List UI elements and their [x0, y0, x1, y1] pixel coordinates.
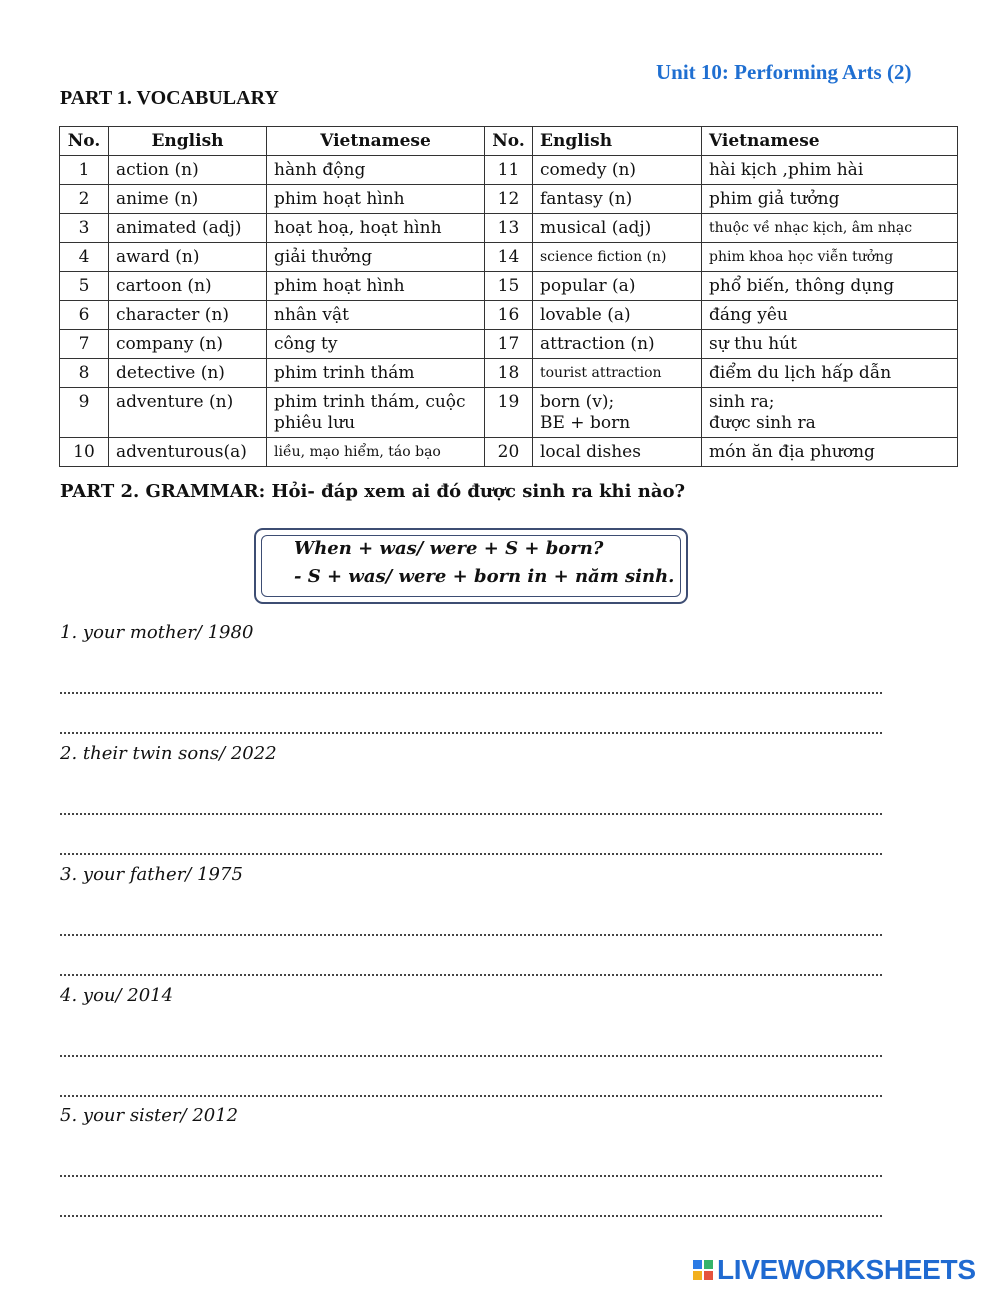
english-word: anime (n) [109, 185, 267, 214]
answer-line[interactable] [60, 1181, 882, 1221]
part1-title: PART 1. VOCABULARY [60, 87, 279, 109]
row-number: 8 [60, 359, 109, 388]
row-number: 10 [60, 438, 109, 467]
exercise-prompt: 3. your father/ 1975 [60, 864, 243, 885]
english-word: science fiction (n) [533, 243, 702, 272]
logo-mark-icon [693, 1260, 713, 1280]
table-row [60, 156, 958, 185]
formula-question: When + was/ were + S + born? [294, 538, 604, 559]
vietnamese-meaning: thuộc về nhạc kịch, âm nhạc [702, 214, 958, 243]
header-english: English [533, 127, 702, 156]
liveworksheets-logo [693, 1255, 976, 1285]
row-number: 3 [60, 214, 109, 243]
english-word: attraction (n) [533, 330, 702, 359]
row-number: 2 [60, 185, 109, 214]
table-header-row [60, 127, 958, 156]
table-row [60, 243, 958, 272]
vietnamese-meaning: phim hoạt hình [267, 185, 485, 214]
vietnamese-meaning: phổ biến, thông dụng [702, 272, 958, 301]
english-word: character (n) [109, 301, 267, 330]
row-number: 11 [485, 156, 533, 185]
vietnamese-meaning: hoạt hoạ, hoạt hình [267, 214, 485, 243]
vietnamese-meaning: đáng yêu [702, 301, 958, 330]
vietnamese-meaning-line: sinh ra; [709, 392, 775, 412]
answer-line[interactable] [60, 900, 882, 940]
header-no: No. [60, 127, 109, 156]
vietnamese-meaning: phim hoạt hình [267, 272, 485, 301]
row-number: 7 [60, 330, 109, 359]
vietnamese-meaning: phim khoa học viễn tưởng [702, 243, 958, 272]
english-word: tourist attraction [533, 359, 702, 388]
grammar-formula-box [254, 528, 688, 604]
table-row [60, 185, 958, 214]
english-word: action (n) [109, 156, 267, 185]
header-english: English [109, 127, 267, 156]
row-number: 17 [485, 330, 533, 359]
row-number: 16 [485, 301, 533, 330]
row-number: 1 [60, 156, 109, 185]
vocabulary-table [59, 126, 958, 467]
answer-line[interactable] [60, 698, 882, 738]
vietnamese-meaning: phim trinh thám [267, 359, 485, 388]
english-word-line: born (v); [540, 392, 615, 412]
english-word: musical (adj) [533, 214, 702, 243]
answer-line[interactable] [60, 940, 882, 980]
row-number: 13 [485, 214, 533, 243]
vietnamese-meaning: phim giả tưởng [702, 185, 958, 214]
table-row [60, 388, 958, 438]
english-word-line: BE + born [540, 413, 631, 433]
table-row [60, 301, 958, 330]
header-vietnamese: Vietnamese [702, 127, 958, 156]
exercise-item [60, 739, 882, 859]
exercise-prompt: 1. your mother/ 1980 [60, 622, 254, 643]
table-row [60, 214, 958, 243]
english-word: popular (a) [533, 272, 702, 301]
exercise-prompt: 5. your sister/ 2012 [60, 1105, 239, 1126]
vietnamese-meaning: liều, mạo hiểm, táo bạo [267, 438, 485, 467]
table-row [60, 272, 958, 301]
part2-title: PART 2. GRAMMAR: Hỏi- đáp xem ai đó được sinh ra khi nào? [60, 481, 686, 502]
english-word: company (n) [109, 330, 267, 359]
row-number: 5 [60, 272, 109, 301]
vietnamese-meaning [702, 388, 958, 438]
english-word: cartoon (n) [109, 272, 267, 301]
english-word [533, 388, 702, 438]
row-number: 12 [485, 185, 533, 214]
answer-line[interactable] [60, 1061, 882, 1101]
row-number: 18 [485, 359, 533, 388]
vietnamese-meaning: giải thưởng [267, 243, 485, 272]
english-word: local dishes [533, 438, 702, 467]
row-number: 4 [60, 243, 109, 272]
table-row [60, 438, 958, 467]
vietnamese-meaning: điểm du lịch hấp dẫn [702, 359, 958, 388]
unit-title: Unit 10: Performing Arts (2) [656, 60, 912, 84]
formula-answer: - S + was/ were + born in + năm sinh. [294, 566, 675, 587]
answer-line[interactable] [60, 1021, 882, 1061]
vietnamese-meaning-line: được sinh ra [709, 413, 816, 433]
answer-line[interactable] [60, 658, 882, 698]
exercise-item [60, 860, 882, 980]
english-word: animated (adj) [109, 214, 267, 243]
vietnamese-meaning: món ăn địa phương [702, 438, 958, 467]
english-word: fantasy (n) [533, 185, 702, 214]
vietnamese-meaning-line: phim trinh thám, cuộc [274, 392, 466, 412]
logo-text: LIVEWORKSHEETS [717, 1254, 976, 1285]
vietnamese-meaning: sự thu hút [702, 330, 958, 359]
english-word: adventure (n) [109, 388, 267, 438]
english-word: detective (n) [109, 359, 267, 388]
exercise-prompt: 4. you/ 2014 [60, 985, 174, 1006]
row-number: 15 [485, 272, 533, 301]
row-number: 9 [60, 388, 109, 438]
answer-line[interactable] [60, 1141, 882, 1181]
answer-line[interactable] [60, 819, 882, 859]
answer-line[interactable] [60, 779, 882, 819]
exercise-item [60, 981, 882, 1101]
english-word: adventurous(a) [109, 438, 267, 467]
english-word: comedy (n) [533, 156, 702, 185]
exercise-prompt: 2. their twin sons/ 2022 [60, 743, 277, 764]
vietnamese-meaning: hành động [267, 156, 485, 185]
vietnamese-meaning-line: phiêu lưu [274, 413, 356, 433]
row-number: 14 [485, 243, 533, 272]
row-number: 19 [485, 388, 533, 438]
vietnamese-meaning: công ty [267, 330, 485, 359]
vietnamese-meaning: nhân vật [267, 301, 485, 330]
exercise-item [60, 1101, 882, 1221]
english-word: lovable (a) [533, 301, 702, 330]
header-vietnamese: Vietnamese [267, 127, 485, 156]
header-no: No. [485, 127, 533, 156]
table-row [60, 359, 958, 388]
vietnamese-meaning: hài kịch ,phim hài [702, 156, 958, 185]
table-row [60, 330, 958, 359]
exercise-item [60, 618, 882, 738]
english-word: award (n) [109, 243, 267, 272]
row-number: 20 [485, 438, 533, 467]
row-number: 6 [60, 301, 109, 330]
vietnamese-meaning [267, 388, 485, 438]
